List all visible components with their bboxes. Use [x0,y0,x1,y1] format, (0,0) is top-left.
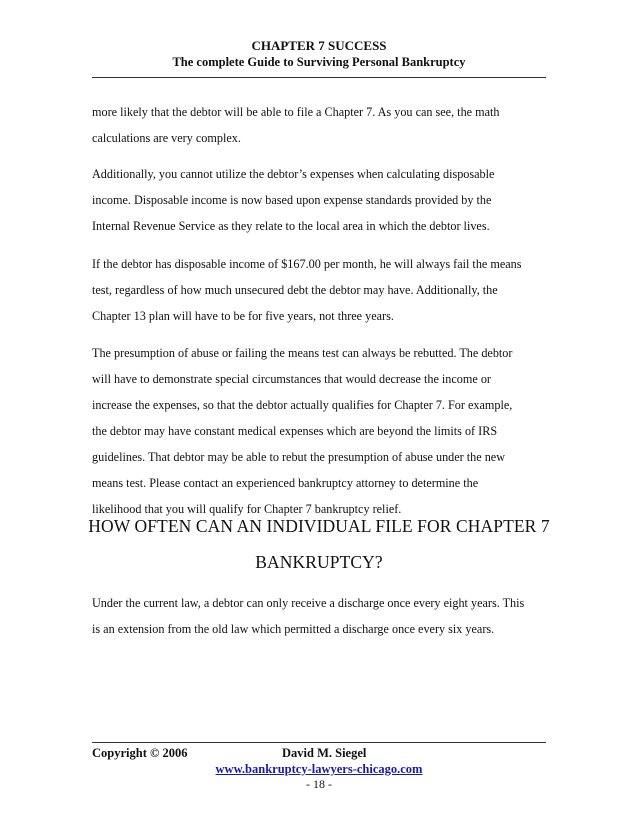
paragraph-line: Internal Revenue Service as they relate to the local area in which the debtor lives. [92,219,490,233]
paragraph-line: likelihood that you will qualify for Chapter 7 bankruptcy relief. [92,502,402,516]
running-header-title: CHAPTER 7 SUCCESS [251,38,387,53]
footer-divider [92,742,546,743]
section-heading-line: BANKRUPTCY? [255,552,383,572]
footer-row [92,746,546,762]
paragraph-line: If the debtor has disposable income of $167.00 per month, he will always fail the means [92,257,522,271]
paragraph-line: more likely that the debtor will be able to file a Chapter 7. As you can see, the math [92,105,500,119]
paragraph-line: Under the current law, a debtor can only receive a discharge once every eight years. This [92,596,525,610]
header-divider [92,77,546,78]
author-name: David M. Siegel [282,746,367,760]
copyright-notice: Copyright © 2006 [92,746,188,760]
paragraph-line: Chapter 13 plan will have to be for five years, not three years. [92,309,394,323]
paragraph-line: Additionally, you cannot utilize the debtor’s expenses when calculating disposable [92,167,495,181]
paragraph-4 [92,340,550,522]
website-link[interactable]: www.bankruptcy-lawyers-chicago.com [215,762,423,776]
paragraph-line: The presumption of abuse or failing the means test can always be rebutted. The debtor [92,346,513,360]
paragraph-line: is an extension from the old law which permitted a discharge once every six years. [92,622,495,636]
paragraph-line: increase the expenses, so that the debtor actually qualifies for Chapter 7. For example, [92,398,513,412]
paragraph-line: means test. Please contact an experienced bankruptcy attorney to determine the [92,476,479,490]
paragraph-line: income. Disposable income is now based upon expense standards provided by the [92,193,492,207]
page-number: - 18 - [306,777,332,791]
paragraph-5 [92,590,550,642]
section-heading [80,512,558,576]
paragraph-line: will have to demonstrate special circumstances that would decrease the income or [92,372,491,386]
paragraph-1 [92,99,550,151]
paragraph-line: calculations are very complex. [92,131,241,145]
paragraph-3 [92,251,550,329]
section-heading-line: HOW OFTEN CAN AN INDIVIDUAL FILE FOR CHAPTER 7 [88,516,550,536]
running-header-subtitle: The complete Guide to Surviving Personal Bankruptcy [172,55,466,69]
paragraph-line: guidelines. That debtor may be able to rebut the presumption of abuse under the new [92,450,506,464]
paragraph-2 [92,161,550,239]
paragraph-line: the debtor may have constant medical expenses which are beyond the limits of IRS [92,424,498,438]
paragraph-line: test, regardless of how much unsecured debt the debtor may have. Additionally, the [92,283,498,297]
